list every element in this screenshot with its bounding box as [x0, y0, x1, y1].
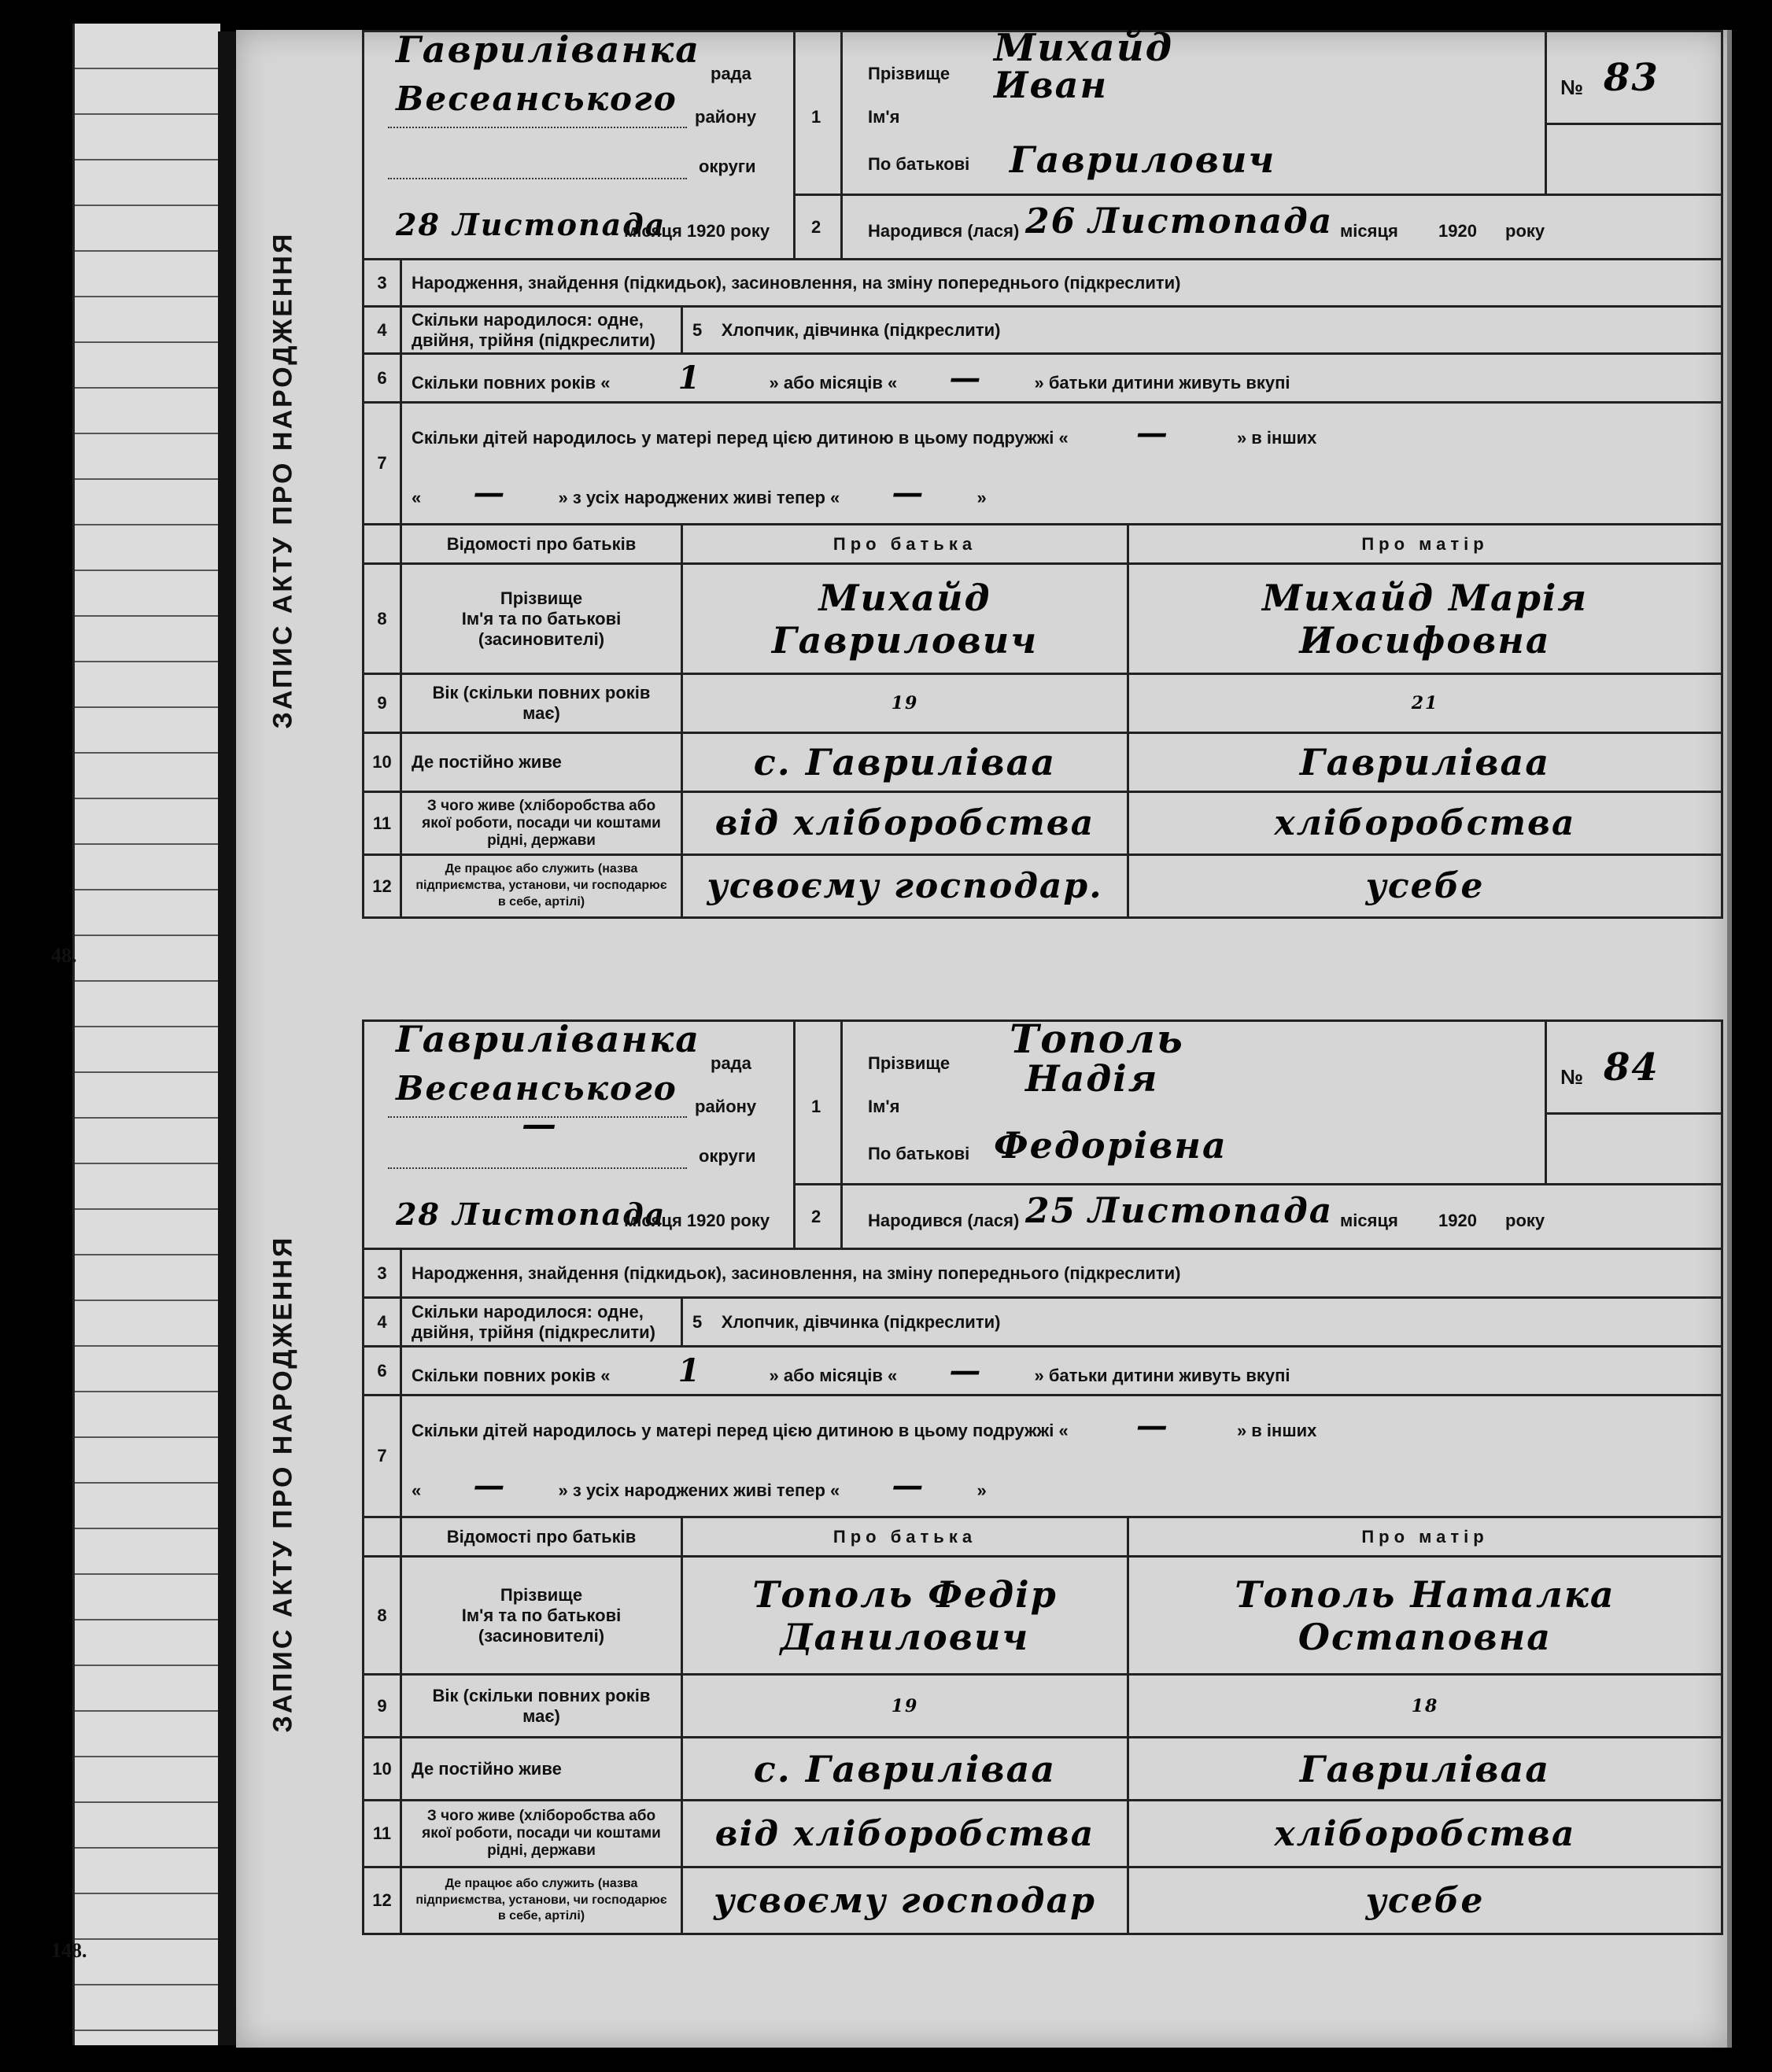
child-surname-handwritten: Михайд: [994, 26, 1174, 70]
district-handwritten: Весеанського: [396, 79, 677, 118]
father-occupation-handwritten: від хліборобства: [682, 792, 1128, 855]
okrug-label: округи: [699, 157, 756, 176]
mother-name-handwritten: Михайд Марія Иосифовна: [1128, 564, 1722, 674]
row-label: Прізвище Ім'я та по батькові (засиновителі): [401, 1557, 682, 1675]
born-month-handwritten: Листопада: [1088, 1191, 1334, 1231]
district-label: району: [695, 107, 757, 127]
record-header: [362, 1016, 1723, 1250]
mother-workplace-handwritten: усебе: [1128, 855, 1722, 918]
child-patronymic-handwritten: Гаврилович: [1010, 138, 1276, 181]
row-number: 2: [811, 217, 821, 237]
born-year: 1920: [1438, 221, 1477, 241]
mother-occupation-handwritten: хліборобства: [1128, 1801, 1722, 1867]
record-table: 3 Народження, знайдення (підкидьок), засиновлення, на зміну попереднього (підкреслити) 4 Скільки народилося: одне, двійня, трійня (підкреслити) 5 Хлопчик, дівчинка (підкреслити) 6 Скільки повних років « 1 » або місяців « — » батьки дитини живуть вкупі 7 Скільки дітей народилось у матері перед цією дитиною в цьому подружжі « — » в інших « — » з усіх народжених живі тепер « — » Відомості про батьків Про батька Про матір 8 Прізвище Ім'я та по батькові (засиновителі) Михайд Гаврилович Михайд Марія Иосифовна 9 Вік (скільки повних років має) 19 21 10 Де постійно живе с. Гавриліваа Гавриліваа 11 З чого живе (хліборобства або якої роботи, посади чи коштами рідні, держави від хліборобства хліборобства 12 Де працює або служить (назва підприємства, установи, чи господарює в себе, артілі) усвоєму господар. усебе: [362, 258, 1723, 919]
birth-type-row: Народження, знайдення (підкидьок), засиновлення, на зміну попереднього (підкреслити): [401, 1249, 1722, 1298]
council-handwritten: Гавриліванка: [396, 1018, 701, 1060]
surname-label: Прізвище: [868, 1053, 951, 1073]
row-label: Прізвище Ім'я та по батькові (засиновителі): [401, 564, 682, 674]
registration-date-label: місяця 1920 року: [624, 221, 770, 241]
record-number-handwritten: 83: [1604, 56, 1659, 100]
child-name-handwritten: Надія: [1025, 1057, 1159, 1100]
born-month-label: місяця: [1340, 1211, 1398, 1230]
mother-age-handwritten: 21: [1128, 674, 1722, 733]
row-number: 1: [811, 107, 821, 127]
years-together-row: Скільки повних років « 1 » або місяців « — » батьки дитини живуть вкупі: [401, 1347, 1722, 1395]
registration-date-handwritten: 28 Листопада: [396, 1196, 666, 1232]
record-header: [362, 26, 1723, 260]
column-header-mother: Про матір: [1128, 525, 1722, 564]
name-label: Ім'я: [868, 107, 900, 127]
record-table: 3 Народження, знайдення (підкидьок), засиновлення, на зміну попереднього (підкреслити) 4 Скільки народилося: одне, двійня, трійня (підкреслити) 5 Хлопчик, дівчинка (підкреслити) 6 Скільки повних років « 1 » або місяців « — » батьки дитини живуть вкупі 7 Скільки дітей народилось у матері перед цією дитиною в цьому подружжі « — » в інших « — » з усіх народжених живі тепер « — » Відомості про батьків Про батька Про матір 8 Прізвище Ім'я та по батькові (засиновителі) Тополь Федір Данилович Тополь Наталка Остаповна 9 Вік (скільки повних років має) 19 18 10 Де постійно живе с. Гавриліваа Гавриліваа 11 З чого живе (хліборобства або якої роботи, посади чи коштами рідні, держави від хліборобства хліборобства 12 Де працює або служить (назва підприємства, установи, чи господарює в себе, артілі) усвоєму господар усебе: [362, 1248, 1723, 1935]
mother-residence-handwritten: Гавриліваа: [1128, 733, 1722, 792]
column-header-info: Відомості про батьків: [401, 1517, 682, 1557]
father-age-handwritten: 19: [682, 674, 1128, 733]
father-occupation-handwritten: від хліборобства: [682, 1801, 1128, 1867]
years-together-row: Скільки повних років « 1 » або місяців « — » батьки дитини живуть вкупі: [401, 354, 1722, 403]
father-age-handwritten: 19: [682, 1675, 1128, 1738]
father-residence-handwritten: с. Гавриліваа: [682, 1738, 1128, 1801]
column-header-info: Відомості про батьків: [401, 525, 682, 564]
row-label: Вік (скільки повних років має): [401, 674, 682, 733]
record-number-handwritten: 84: [1604, 1045, 1659, 1089]
birth-type-row: Народження, знайдення (підкидьок), засиновлення, на зміну попереднього (підкреслити): [401, 260, 1722, 307]
father-residence-handwritten: с. Гавриліваа: [682, 733, 1128, 792]
previous-children-row: Скільки дітей народилось у матері перед цією дитиною в цьому подружжі « — » в інших « — » з усіх народжених живі тепер « — »: [401, 1395, 1722, 1517]
born-day-handwritten: 26: [1025, 201, 1077, 241]
council-label: рада: [711, 64, 751, 83]
row-label: З чого живе (хліборобства або якої роботи, посади чи коштами рідні, держави: [401, 1801, 682, 1867]
patronymic-label: По батькові: [868, 154, 970, 174]
row-label: Де постійно живе: [401, 733, 682, 792]
born-year: 1920: [1438, 1211, 1477, 1230]
registration-date-label: місяця 1920 року: [624, 1211, 770, 1230]
father-workplace-handwritten: усвоєму господар.: [682, 855, 1128, 918]
born-month-handwritten: Листопада: [1088, 201, 1334, 241]
record-number-label: №: [1560, 76, 1583, 99]
row-number: 1: [811, 1097, 821, 1116]
patronymic-label: По батькові: [868, 1144, 970, 1163]
page-number: 148.: [51, 1939, 87, 1962]
mother-occupation-handwritten: хліборобства: [1128, 792, 1722, 855]
born-year-label: року: [1505, 221, 1545, 241]
birth-record-83: [268, 26, 1723, 931]
previous-children-row: Скільки дітей народилось у матері перед цією дитиною в цьому подружжі « — » в інших « — » з усіх народжених живі тепер « — »: [401, 403, 1722, 525]
council-handwritten: Гавриліванка: [396, 28, 701, 71]
sex-row: 5 Хлопчик, дівчинка (підкреслити): [682, 307, 1722, 354]
mother-workplace-handwritten: усебе: [1128, 1867, 1722, 1934]
born-label: Народився (лася): [868, 221, 1020, 241]
registration-date-handwritten: 28 Листопада: [396, 207, 666, 242]
council-label: рада: [711, 1053, 751, 1073]
child-surname-handwritten: Тополь: [1010, 1016, 1184, 1062]
father-workplace-handwritten: усвоєму господар: [682, 1867, 1128, 1934]
row-number: 2: [811, 1207, 821, 1226]
birth-record-84: [268, 1016, 1723, 1948]
column-header-mother: Про матір: [1128, 1517, 1722, 1557]
mother-age-handwritten: 18: [1128, 1675, 1722, 1738]
name-label: Ім'я: [868, 1097, 900, 1116]
register-page: [236, 26, 1732, 2048]
record-vertical-title: ЗАПИС АКТУ ПРО НАРОДЖЕННЯ: [268, 1235, 298, 1732]
okrug-handwritten: —: [522, 1104, 558, 1145]
row-label: Вік (скільки повних років має): [401, 1675, 682, 1738]
father-name-handwritten: Михайд Гаврилович: [682, 564, 1128, 674]
record-number-label: №: [1560, 1065, 1583, 1089]
row-label: Де працює або служить (назва підприємства, установи, чи господарює в себе, артілі): [401, 1867, 682, 1934]
record-vertical-title: ЗАПИС АКТУ ПРО НАРОДЖЕННЯ: [268, 231, 298, 729]
district-label: району: [695, 1097, 757, 1116]
district-handwritten: Весеанського: [396, 1069, 677, 1108]
sex-row: 5 Хлопчик, дівчинка (підкреслити): [682, 1298, 1722, 1347]
born-month-label: місяця: [1340, 221, 1398, 241]
born-label: Народився (лася): [868, 1211, 1020, 1230]
multiplicity-row: Скільки народилося: одне, двійня, трійня (підкреслити): [401, 307, 682, 354]
born-year-label: року: [1505, 1211, 1545, 1230]
row-label: Де постійно живе: [401, 1738, 682, 1801]
facing-page-edge: [51, 24, 220, 2045]
child-patronymic-handwritten: Федорівна: [994, 1124, 1227, 1167]
row-label: Де працює або служить (назва підприємства, установи, чи господарює в себе, артілі): [401, 855, 682, 918]
surname-label: Прізвище: [868, 64, 951, 83]
mother-residence-handwritten: Гавриліваа: [1128, 1738, 1722, 1801]
okrug-label: округи: [699, 1146, 756, 1166]
child-name-handwritten: Иван: [994, 64, 1109, 106]
father-name-handwritten: Тополь Федір Данилович: [682, 1557, 1128, 1675]
multiplicity-row: Скільки народилося: одне, двійня, трійня (підкреслити): [401, 1298, 682, 1347]
mother-name-handwritten: Тополь Наталка Остаповна: [1128, 1557, 1722, 1675]
column-header-father: Про батька: [682, 1517, 1128, 1557]
page-number: 48.: [51, 944, 77, 967]
born-day-handwritten: 25: [1025, 1191, 1077, 1231]
column-header-father: Про батька: [682, 525, 1128, 564]
row-label: З чого живе (хліборобства або якої роботи, посади чи коштами рідні, держави: [401, 792, 682, 855]
